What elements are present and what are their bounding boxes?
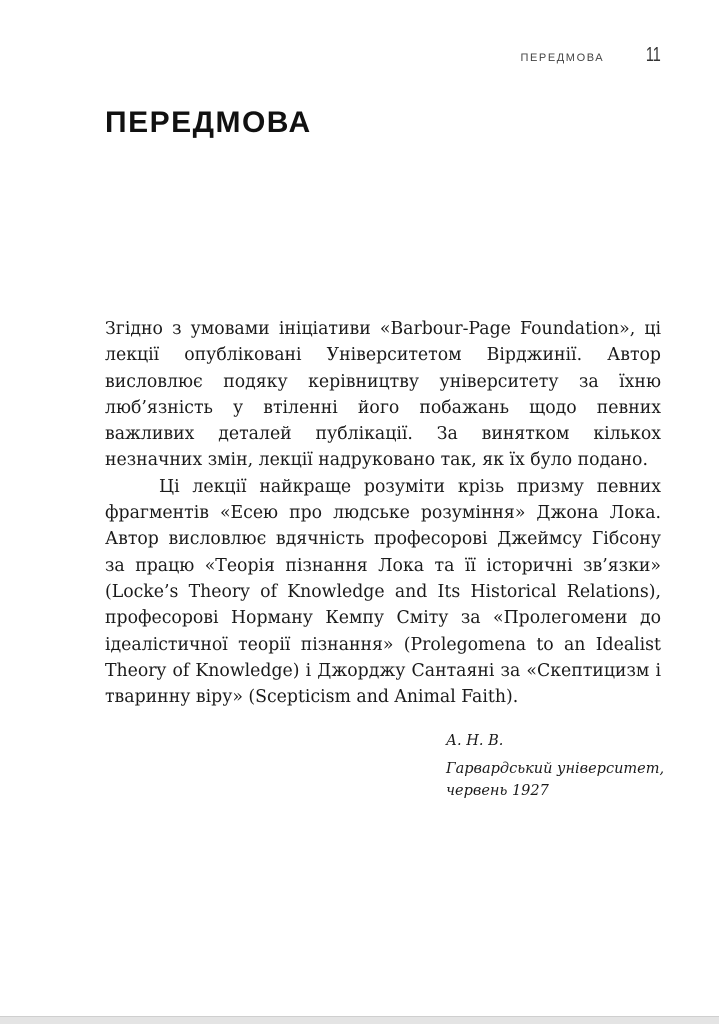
- running-header: [520, 44, 661, 67]
- page-bottom-edge: [0, 1016, 719, 1024]
- chapter-title: ПЕРЕДМОВА: [105, 106, 312, 139]
- page-number: 11: [646, 44, 661, 66]
- signature-block: [446, 730, 664, 802]
- signature-date: червень 1927: [446, 783, 549, 799]
- paragraph-1: Згідно з умовами ініціативи «Barbour-Page Foundation», ці лекції опубліковані Університетом Вірджинії. Автор висловлює подяку керівництву університету за їхню люб’язність у втіленні його побажань щодо певних важливих деталей публікації. За винятком кількох незначних змін, лекції надруковано так, як їх було подано.: [105, 319, 661, 471]
- body-text: [105, 316, 661, 710]
- signature-place: Гарвардський університет,: [446, 761, 665, 777]
- author-initials: А. Н. В.: [446, 733, 504, 749]
- running-title: ПЕРЕДМОВА: [520, 52, 605, 64]
- paragraph-2: Ці лекції найкраще розуміти крізь призму певних фрагментів «Есею про людське розуміння» Джона Лока. Автор висловлює вдячність професорові Джеймсу Гібсону за працю «Теорія пізнання Лока та її історичні зв’язки» (Locke’s Theory of Knowledge and Its Historical Relations), професорові Норману Кемпу Сміту за «Пролегомени до ідеалістичної теорії пізнання» (Prolegomena to an Idealist Theory of Knowledge) і Джорджу Сантаяні за «Скептицизм і тваринну віру» (Scepticism and Animal Faith).: [105, 476, 661, 708]
